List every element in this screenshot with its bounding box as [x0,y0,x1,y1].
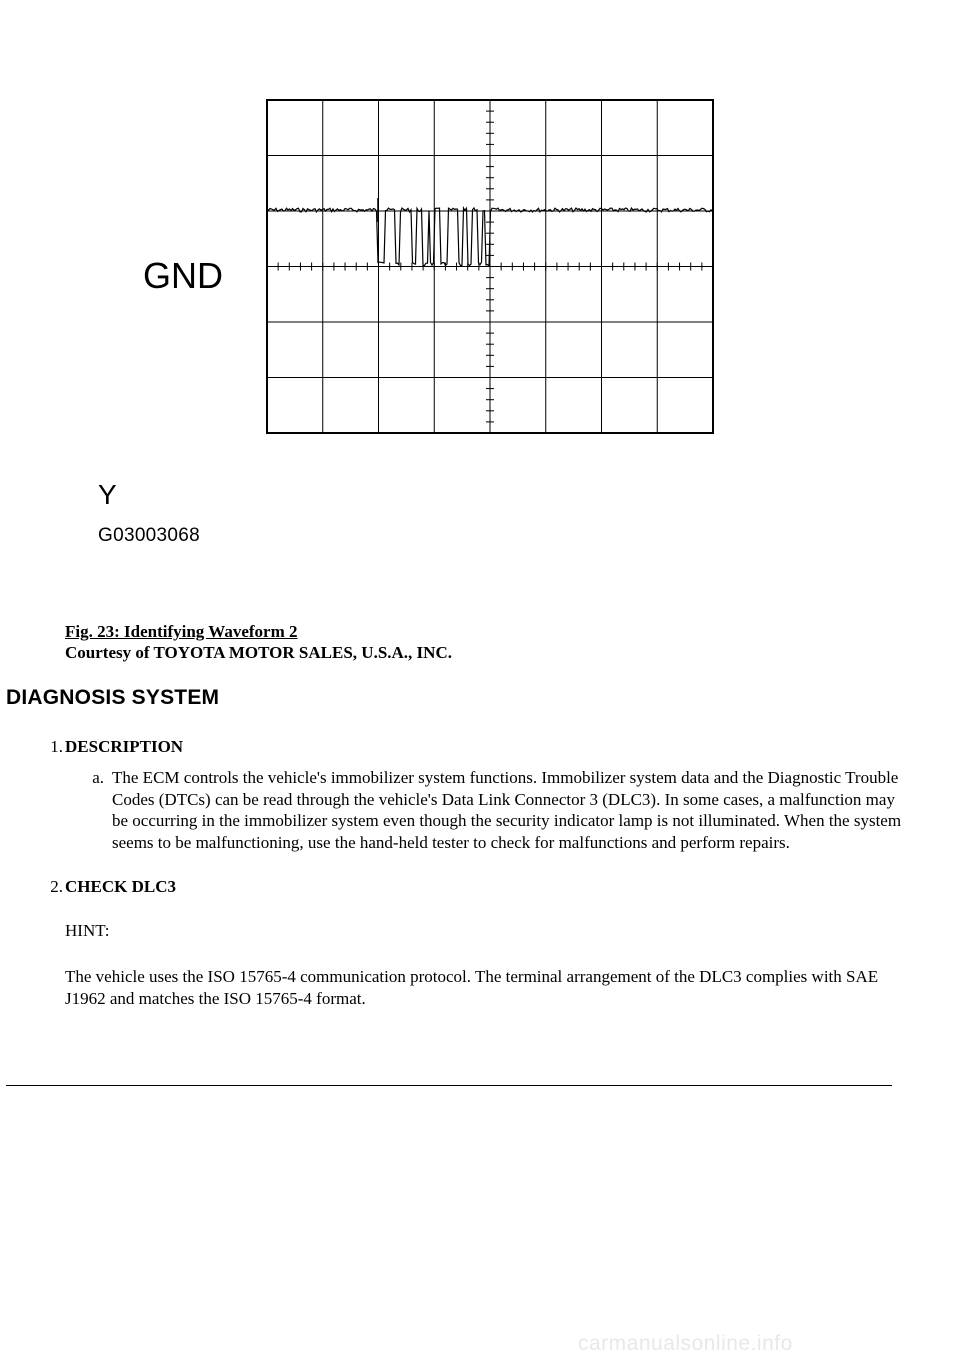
item-number: 1. [50,737,63,756]
item-title-check-dlc3: CHECK DLC3 [65,877,176,896]
watermark: carmanualsonline.info [578,1332,793,1355]
figure-courtesy: Courtesy of TOYOTA MOTOR SALES, U.S.A., INC. [65,643,452,662]
sub-item-letter: a. [92,768,104,787]
hint-text: The vehicle uses the ISO 15765-4 communication protocol. The terminal arrangement of the DLC3 complies with SAE J1962 and matches the ISO 15765-4 format. [65,967,879,1008]
item-title-description: DESCRIPTION [65,737,184,756]
y-axis-label: Y [98,479,117,510]
page-divider [6,1085,892,1086]
figure-title: Fig. 23: Identifying Waveform 2 [65,622,298,641]
figure-caption [65,621,452,663]
figure-id: G03003068 [98,525,201,546]
section-heading: DIAGNOSIS SYSTEM [6,686,220,709]
item-number: 2. [50,877,63,896]
gnd-label: GND [143,255,223,296]
hint-label: HINT: [65,921,110,940]
description-text: The ECM controls the vehicle's immobilizer system functions. Immobilizer system data and the Diagnostic Trouble Codes (DTCs) can be read through the vehicle's Data Link Connector 3 (DLC3). In some cases, a malfunction may be occurring in the immobilizer system even though the security indicator lamp is not illuminated. When the system seems to be malfunctioning, use the hand-held tester to check for malfunctions and perform repairs. [112,768,902,852]
